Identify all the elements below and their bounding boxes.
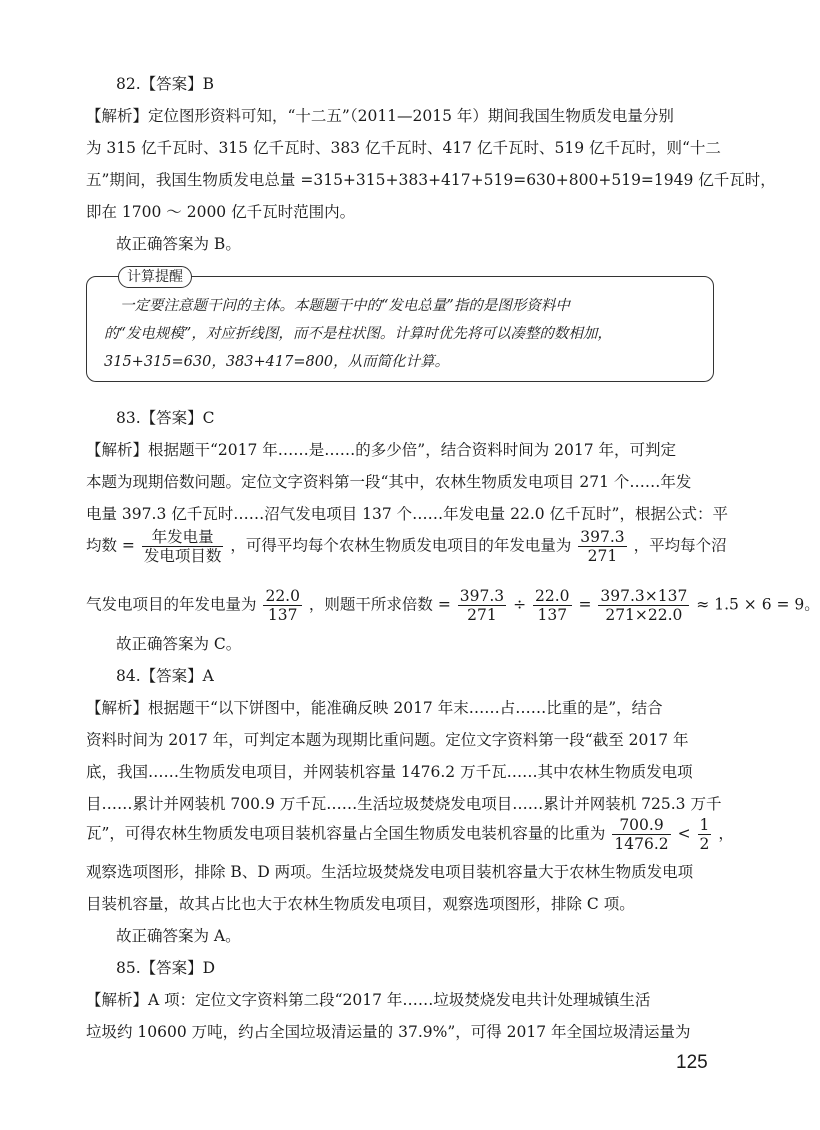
fraction <box>698 816 712 853</box>
fraction-numerator: 397.3×137 <box>600 587 688 605</box>
fraction-numerator: 700.9 <box>612 816 670 835</box>
q84-formula-line <box>86 816 734 853</box>
fraction-denominator: 137 <box>267 606 298 624</box>
q83-formula-line-1 <box>86 528 726 565</box>
calculation-tip-line: 的“发电规模”，对应折线图，而不是柱状图。计算时优先将可以凑整的数相加， <box>104 326 612 342</box>
fraction-denominator: 1476.2 <box>614 835 669 853</box>
division-sign: ÷ <box>513 595 527 614</box>
fraction <box>458 587 506 624</box>
formula-text: ，平均每个沼 <box>633 536 727 555</box>
q84-analysis-line: 目……累计并网装机 700.9 万千瓦……生活垃圾焚烧发电项目……累计并网装机 725.3 万千 <box>86 795 722 813</box>
formula-text: ，则题干所求倍数 = <box>308 595 451 614</box>
fraction <box>598 587 689 624</box>
fraction-denominator: 发电项目数 <box>143 547 222 565</box>
q83-analysis-line: 本题为现期倍数问题。定位文字资料第一段“其中，农林生物质发电项目 271 个……年发 <box>86 473 692 491</box>
less-than-sign: < <box>677 824 691 843</box>
fraction-denominator: 271 <box>587 547 618 565</box>
q82-analysis-line: 五”期间，我国生物质发电总量 =315+315+383+417+519=630+800+519=1949 亿千瓦时， <box>86 171 776 189</box>
q85-analysis-line: 【解析】A 项：定位文字资料第二段“2017 年……垃圾焚烧发电共计处理城镇生活 <box>86 991 651 1009</box>
q82-conclusion: 故正确答案为 B。 <box>116 235 241 253</box>
fraction <box>263 587 302 624</box>
fraction-numerator: 397.3 <box>580 528 625 546</box>
q83-analysis-line: 电量 397.3 亿千瓦时……沼气发电项目 137 个……年发电量 22.0 亿千瓦时”，根据公式：平 <box>86 505 728 523</box>
fraction <box>533 587 572 624</box>
fraction <box>612 816 670 853</box>
q82-answer-heading: 82.【答案】B <box>116 75 215 93</box>
fraction-numerator: 年发电量 <box>142 528 224 547</box>
formula-text: ，可得平均每个农林生物质发电项目的年发电量为 <box>230 536 572 555</box>
fraction-numerator: 397.3 <box>459 587 505 605</box>
q84-analysis-line: 资料时间为 2017 年，可判定本题为现期比重问题。定位文字资料第一段“截至 2017 年 <box>86 731 689 749</box>
formula-text: ≈ 1.5 × 6 = 9。 <box>696 595 820 614</box>
q83-conclusion: 故正确答案为 C。 <box>116 635 242 653</box>
q82-analysis-line: 即在 1700 ～ 2000 亿千瓦时范围内。 <box>86 203 356 221</box>
q83-answer-heading: 83.【答案】C <box>116 409 215 427</box>
q84-analysis-line: 目装机容量，故其占比也大于农林生物质发电项目，观察选项图形，排除 C 项。 <box>86 895 635 913</box>
q84-analysis-line: 观察选项图形，排除 B、D 两项。生活垃圾焚烧发电项目装机容量大于农林生物质发电项 <box>86 863 694 881</box>
formula-text: 气发电项目的年发电量为 <box>86 595 257 614</box>
calculation-tip-line: 一定要注意题干问的主体。本题题干中的“发电总量”指的是图形资料中 <box>120 298 570 314</box>
q82-analysis-line: 【解析】定位图形资料可知，“十二五”（2011—2015 年）期间我国生物质发电量分别 <box>86 107 674 125</box>
formula-text: ， <box>718 824 734 843</box>
fraction-denominator: 2 <box>699 835 710 853</box>
page-number: 125 <box>676 1052 708 1073</box>
fraction-numerator: 1 <box>699 816 710 834</box>
q83-analysis-line: 【解析】根据题干“2017 年……是……的多少倍”，结合资料时间为 2017 年，可判定 <box>86 441 677 459</box>
fraction <box>578 528 626 565</box>
q85-analysis-line: 垃圾约 10600 万吨，约占全国垃圾清运量的 37.9%”，可得 2017 年全国垃圾清运量为 <box>86 1023 691 1041</box>
q85-answer-heading: 85.【答案】D <box>116 959 216 977</box>
calculation-tip-line: 315+315=630，383+417=800，从而简化计算。 <box>104 354 450 370</box>
fraction <box>142 528 224 565</box>
q84-analysis-line: 【解析】根据题干“以下饼图中，能准确反映 2017 年末……占……比重的是”，结合 <box>86 699 663 717</box>
fraction-denominator: 271×22.0 <box>605 606 683 624</box>
q82-analysis-line: 为 315 亿千瓦时、315 亿千瓦时、383 亿千瓦时、417 亿千瓦时、519 亿千瓦时，则“十二 <box>86 139 721 157</box>
q84-conclusion: 故正确答案为 A。 <box>116 927 241 945</box>
q84-analysis-line: 底，我国……生物质发电项目，并网装机容量 1476.2 万千瓦……其中农林生物质发电项 <box>86 763 693 781</box>
q83-formula-line-2 <box>86 587 820 624</box>
formula-text: 瓦”，可得农林生物质发电项目装机容量占全国生物质发电装机容量的比重为 <box>86 824 606 843</box>
equals-sign: = <box>578 595 592 614</box>
formula-text: 均数 = <box>86 536 135 555</box>
fraction-denominator: 137 <box>537 606 568 624</box>
fraction-numerator: 22.0 <box>535 587 570 605</box>
q84-answer-heading: 84.【答案】A <box>116 667 214 685</box>
calculation-tip-title: 计算提醒 <box>118 266 192 288</box>
fraction-denominator: 271 <box>467 606 497 624</box>
fraction-numerator: 22.0 <box>265 587 300 605</box>
